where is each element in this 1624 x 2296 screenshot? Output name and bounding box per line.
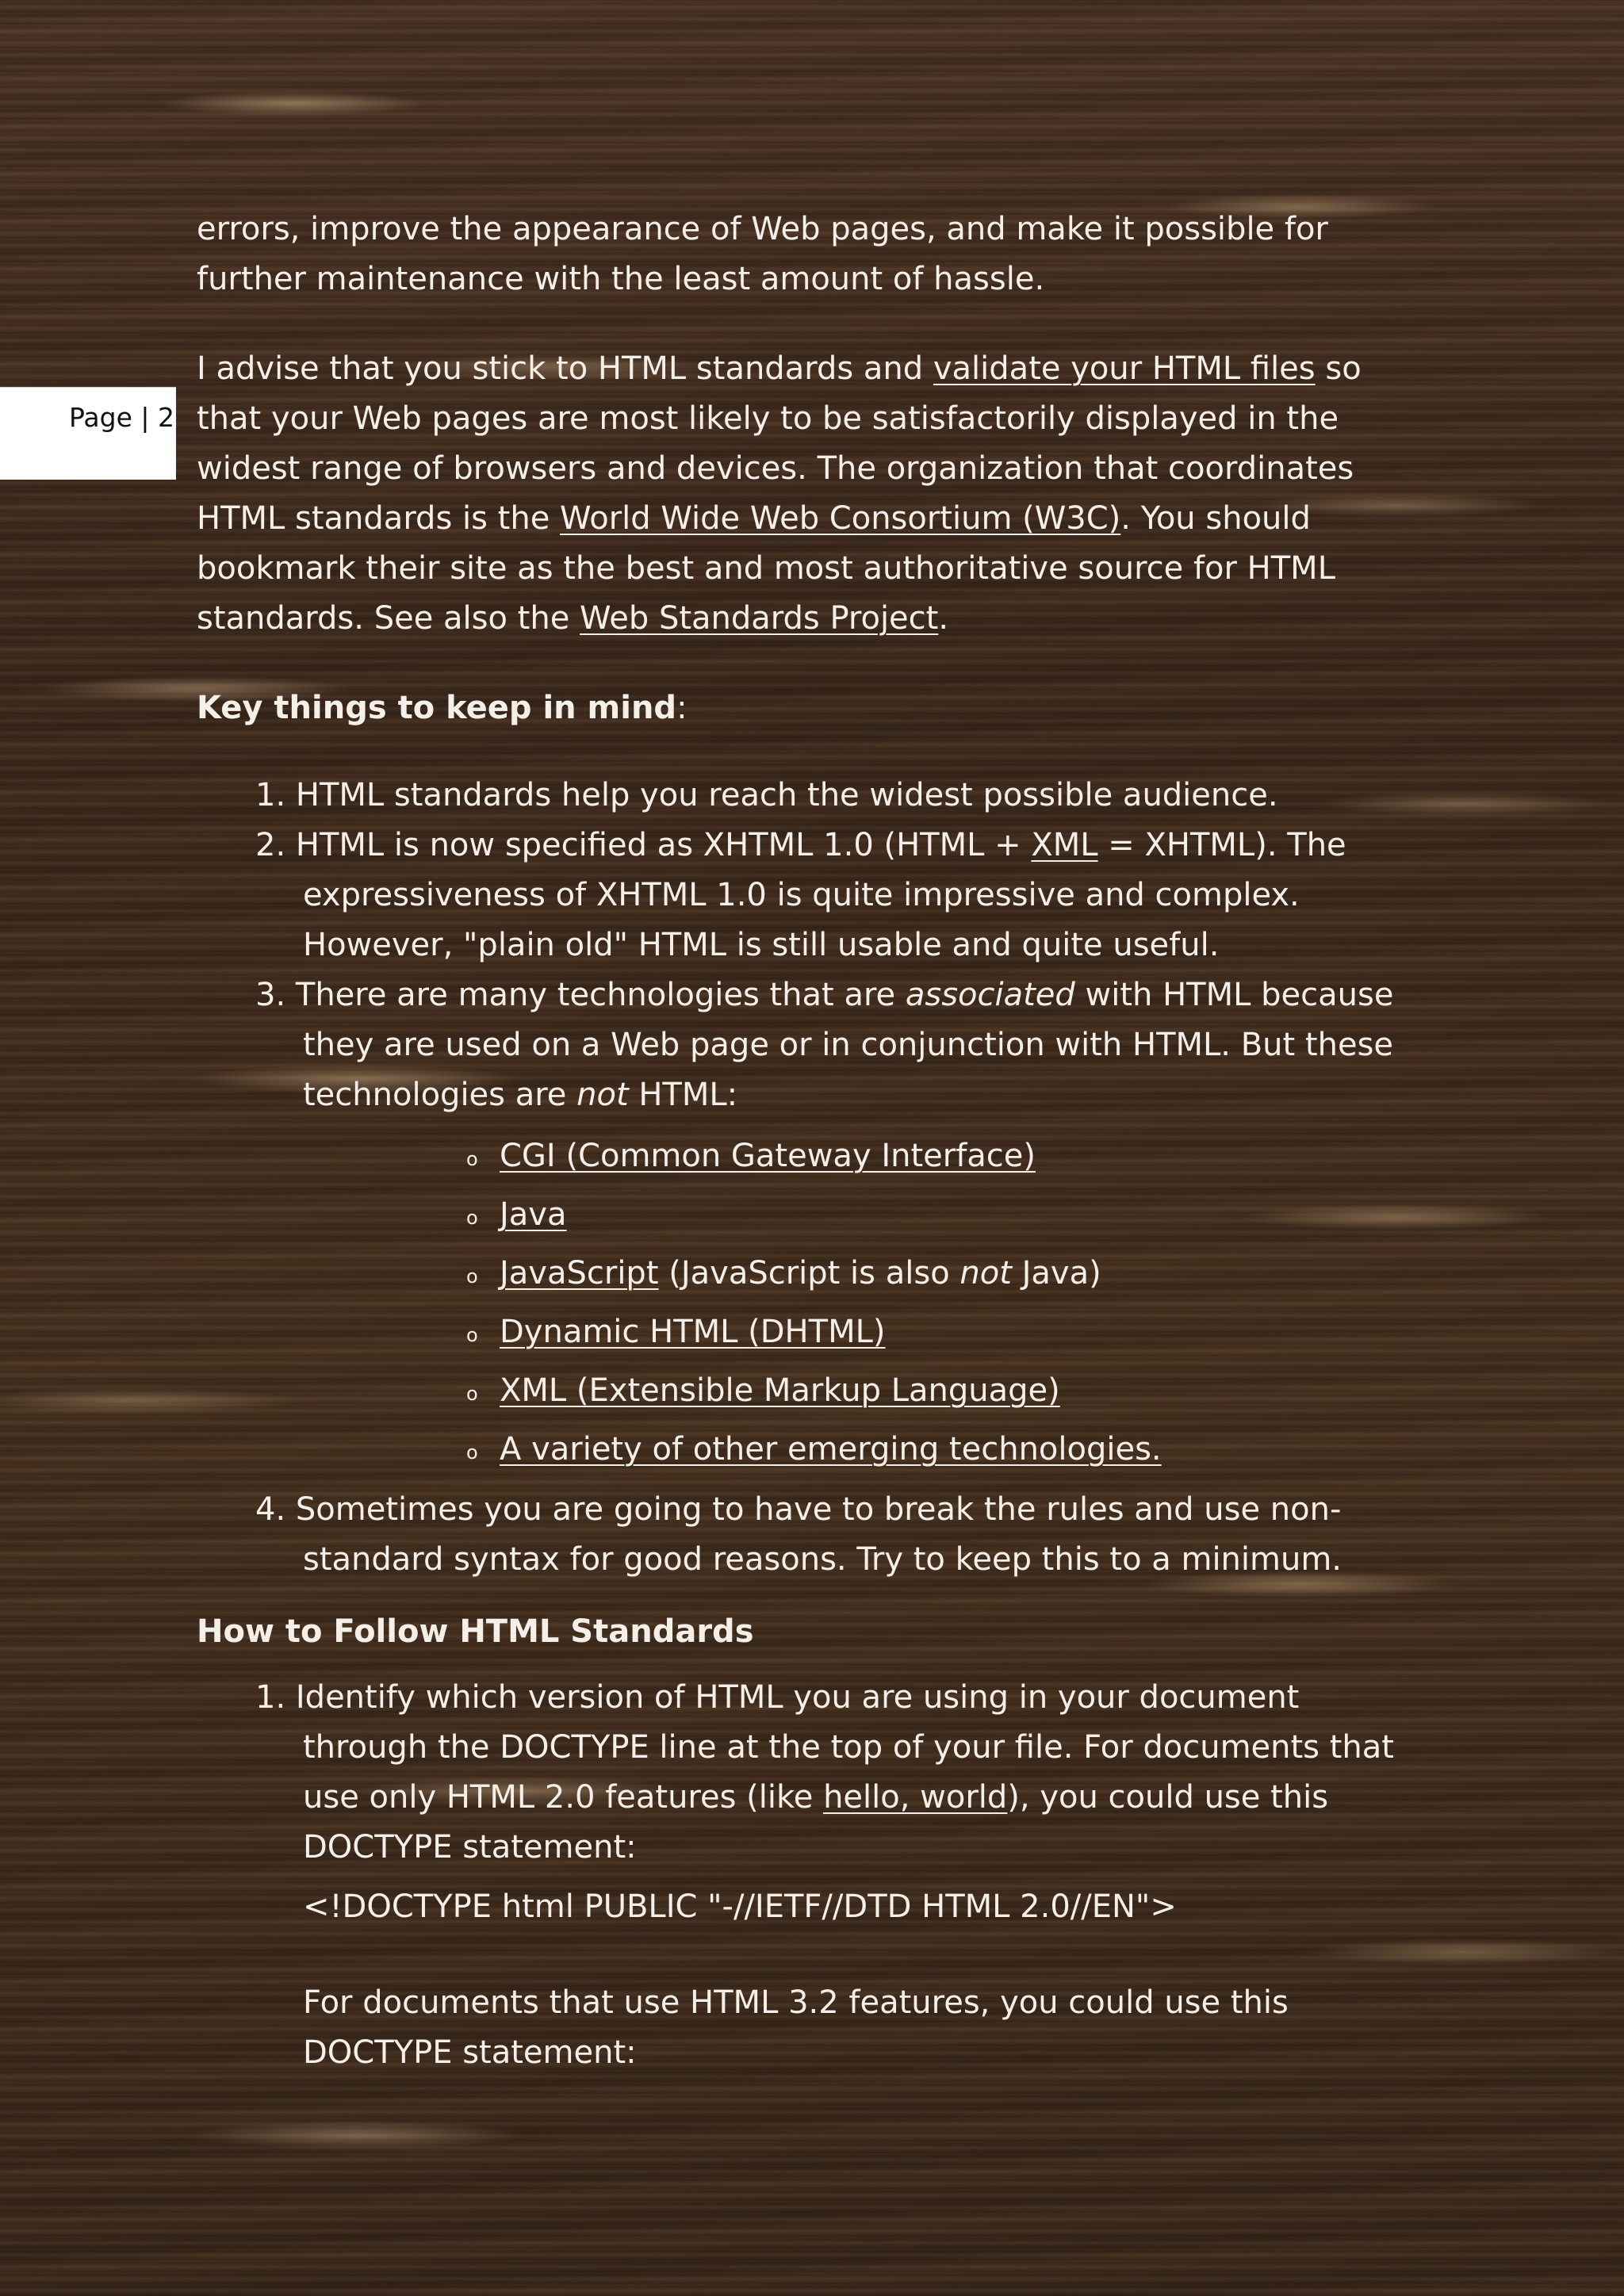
- circle-bullet-icon: o: [466, 1324, 478, 1346]
- list-item: [303, 1185, 1410, 1244]
- javascript-link[interactable]: JavaScript: [500, 1255, 659, 1292]
- validate-html-link[interactable]: validate your HTML files: [933, 350, 1316, 387]
- item3-text-c: HTML:: [628, 1077, 738, 1113]
- item3-emphasis-not: not: [576, 1077, 629, 1113]
- intro-paragraph: errors, improve the appearance of Web pages, and make it possible for further maintenance with the least amount of hassle.: [197, 211, 1328, 297]
- key-things-list: [197, 771, 1410, 1585]
- item2-text-b: = XHTML). The expressiveness of XHTML 1.0 is quite impressive and complex. However, "plain old" HTML is still usable and quite useful.: [303, 827, 1346, 963]
- list-item: 4. Sometimes you are going to have to break the rules and use non-standard syntax for good reasons. Try to keep this to a minimum.: [255, 1491, 1342, 1578]
- list-item: [303, 1303, 1410, 1361]
- advise-paragraph: [197, 344, 1410, 644]
- how-to-follow-list: [197, 1673, 1410, 1873]
- key-things-heading: [197, 683, 1410, 733]
- javascript-note-emphasis: not: [959, 1255, 1012, 1292]
- dhtml-link[interactable]: Dynamic HTML (DHTML): [500, 1314, 886, 1350]
- key-things-colon: :: [676, 690, 688, 726]
- list-item: [197, 821, 1410, 970]
- advise-text-2: so that your Web pages are most likely to be satisfactorily displayed in the widest range of browsers and devices. The organization that coordinates HTML standards is the: [197, 350, 1362, 537]
- circle-bullet-icon: o: [466, 1383, 478, 1405]
- circle-bullet-icon: o: [466, 1265, 478, 1288]
- item3-emphasis-associated: associated: [905, 977, 1075, 1013]
- xml-language-link[interactable]: XML (Extensible Markup Language): [500, 1372, 1060, 1409]
- doctype-html20: <!DOCTYPE html PUBLIC "-//IETF//DTD HTML 2.0//EN">: [303, 1888, 1177, 1925]
- list-item: [303, 1244, 1410, 1303]
- java-link[interactable]: Java: [500, 1196, 567, 1233]
- page-number-label: Page | 2: [69, 402, 174, 433]
- follow-item1-text-a: 1. Identify which version of HTML you are using in your document through the DOCTYPE line at the top of your file. For documents that use only HTML 2.0 features (like: [255, 1679, 1394, 1816]
- w3c-link[interactable]: World Wide Web Consortium (W3C): [560, 500, 1121, 537]
- list-item: [197, 970, 1410, 1479]
- xml-link[interactable]: XML: [1031, 827, 1098, 863]
- list-item: [303, 1420, 1410, 1479]
- circle-bullet-icon: o: [466, 1148, 478, 1170]
- technologies-list: [303, 1127, 1410, 1479]
- list-item: 1. HTML standards help you reach the widest possible audience.: [255, 777, 1278, 813]
- follow-item1-text-b: ), you could use this DOCTYPE statement:: [303, 1779, 1329, 1866]
- list-item: [197, 1673, 1410, 1873]
- emerging-technologies-link[interactable]: A variety of other emerging technologies.: [500, 1431, 1162, 1468]
- circle-bullet-icon: o: [466, 1207, 478, 1229]
- javascript-note-a: (JavaScript is also: [658, 1255, 960, 1292]
- web-standards-project-link[interactable]: Web Standards Project: [580, 600, 939, 637]
- page-number-tab: [0, 387, 176, 480]
- list-item: [303, 1127, 1410, 1185]
- advise-text-3: . You should bookmark their site as the best and most authoritative source for HTML standards. See also the: [197, 500, 1335, 637]
- key-things-heading-text: Key things to keep in mind: [197, 690, 677, 726]
- item3-text-a: 3. There are many technologies that are: [255, 977, 906, 1013]
- list-item: [303, 1361, 1410, 1420]
- advise-text-4: .: [938, 600, 949, 637]
- document-body: [197, 205, 1410, 2078]
- circle-bullet-icon: o: [466, 1441, 478, 1464]
- item3-text-b: with HTML because they are used on a Web page or in conjunction with HTML. But these technologies are: [303, 977, 1394, 1113]
- item2-text-a: 2. HTML is now specified as XHTML 1.0 (HTML +: [255, 827, 1032, 863]
- how-to-follow-heading: How to Follow HTML Standards: [197, 1613, 754, 1650]
- html32-paragraph: For documents that use HTML 3.2 features, you could use this DOCTYPE statement:: [303, 1984, 1289, 2071]
- javascript-note-b: Java): [1011, 1255, 1101, 1292]
- advise-text-1: I advise that you stick to HTML standards and: [197, 350, 933, 387]
- cgi-link[interactable]: CGI (Common Gateway Interface): [500, 1138, 1036, 1174]
- hello-world-link[interactable]: hello, world: [823, 1779, 1008, 1816]
